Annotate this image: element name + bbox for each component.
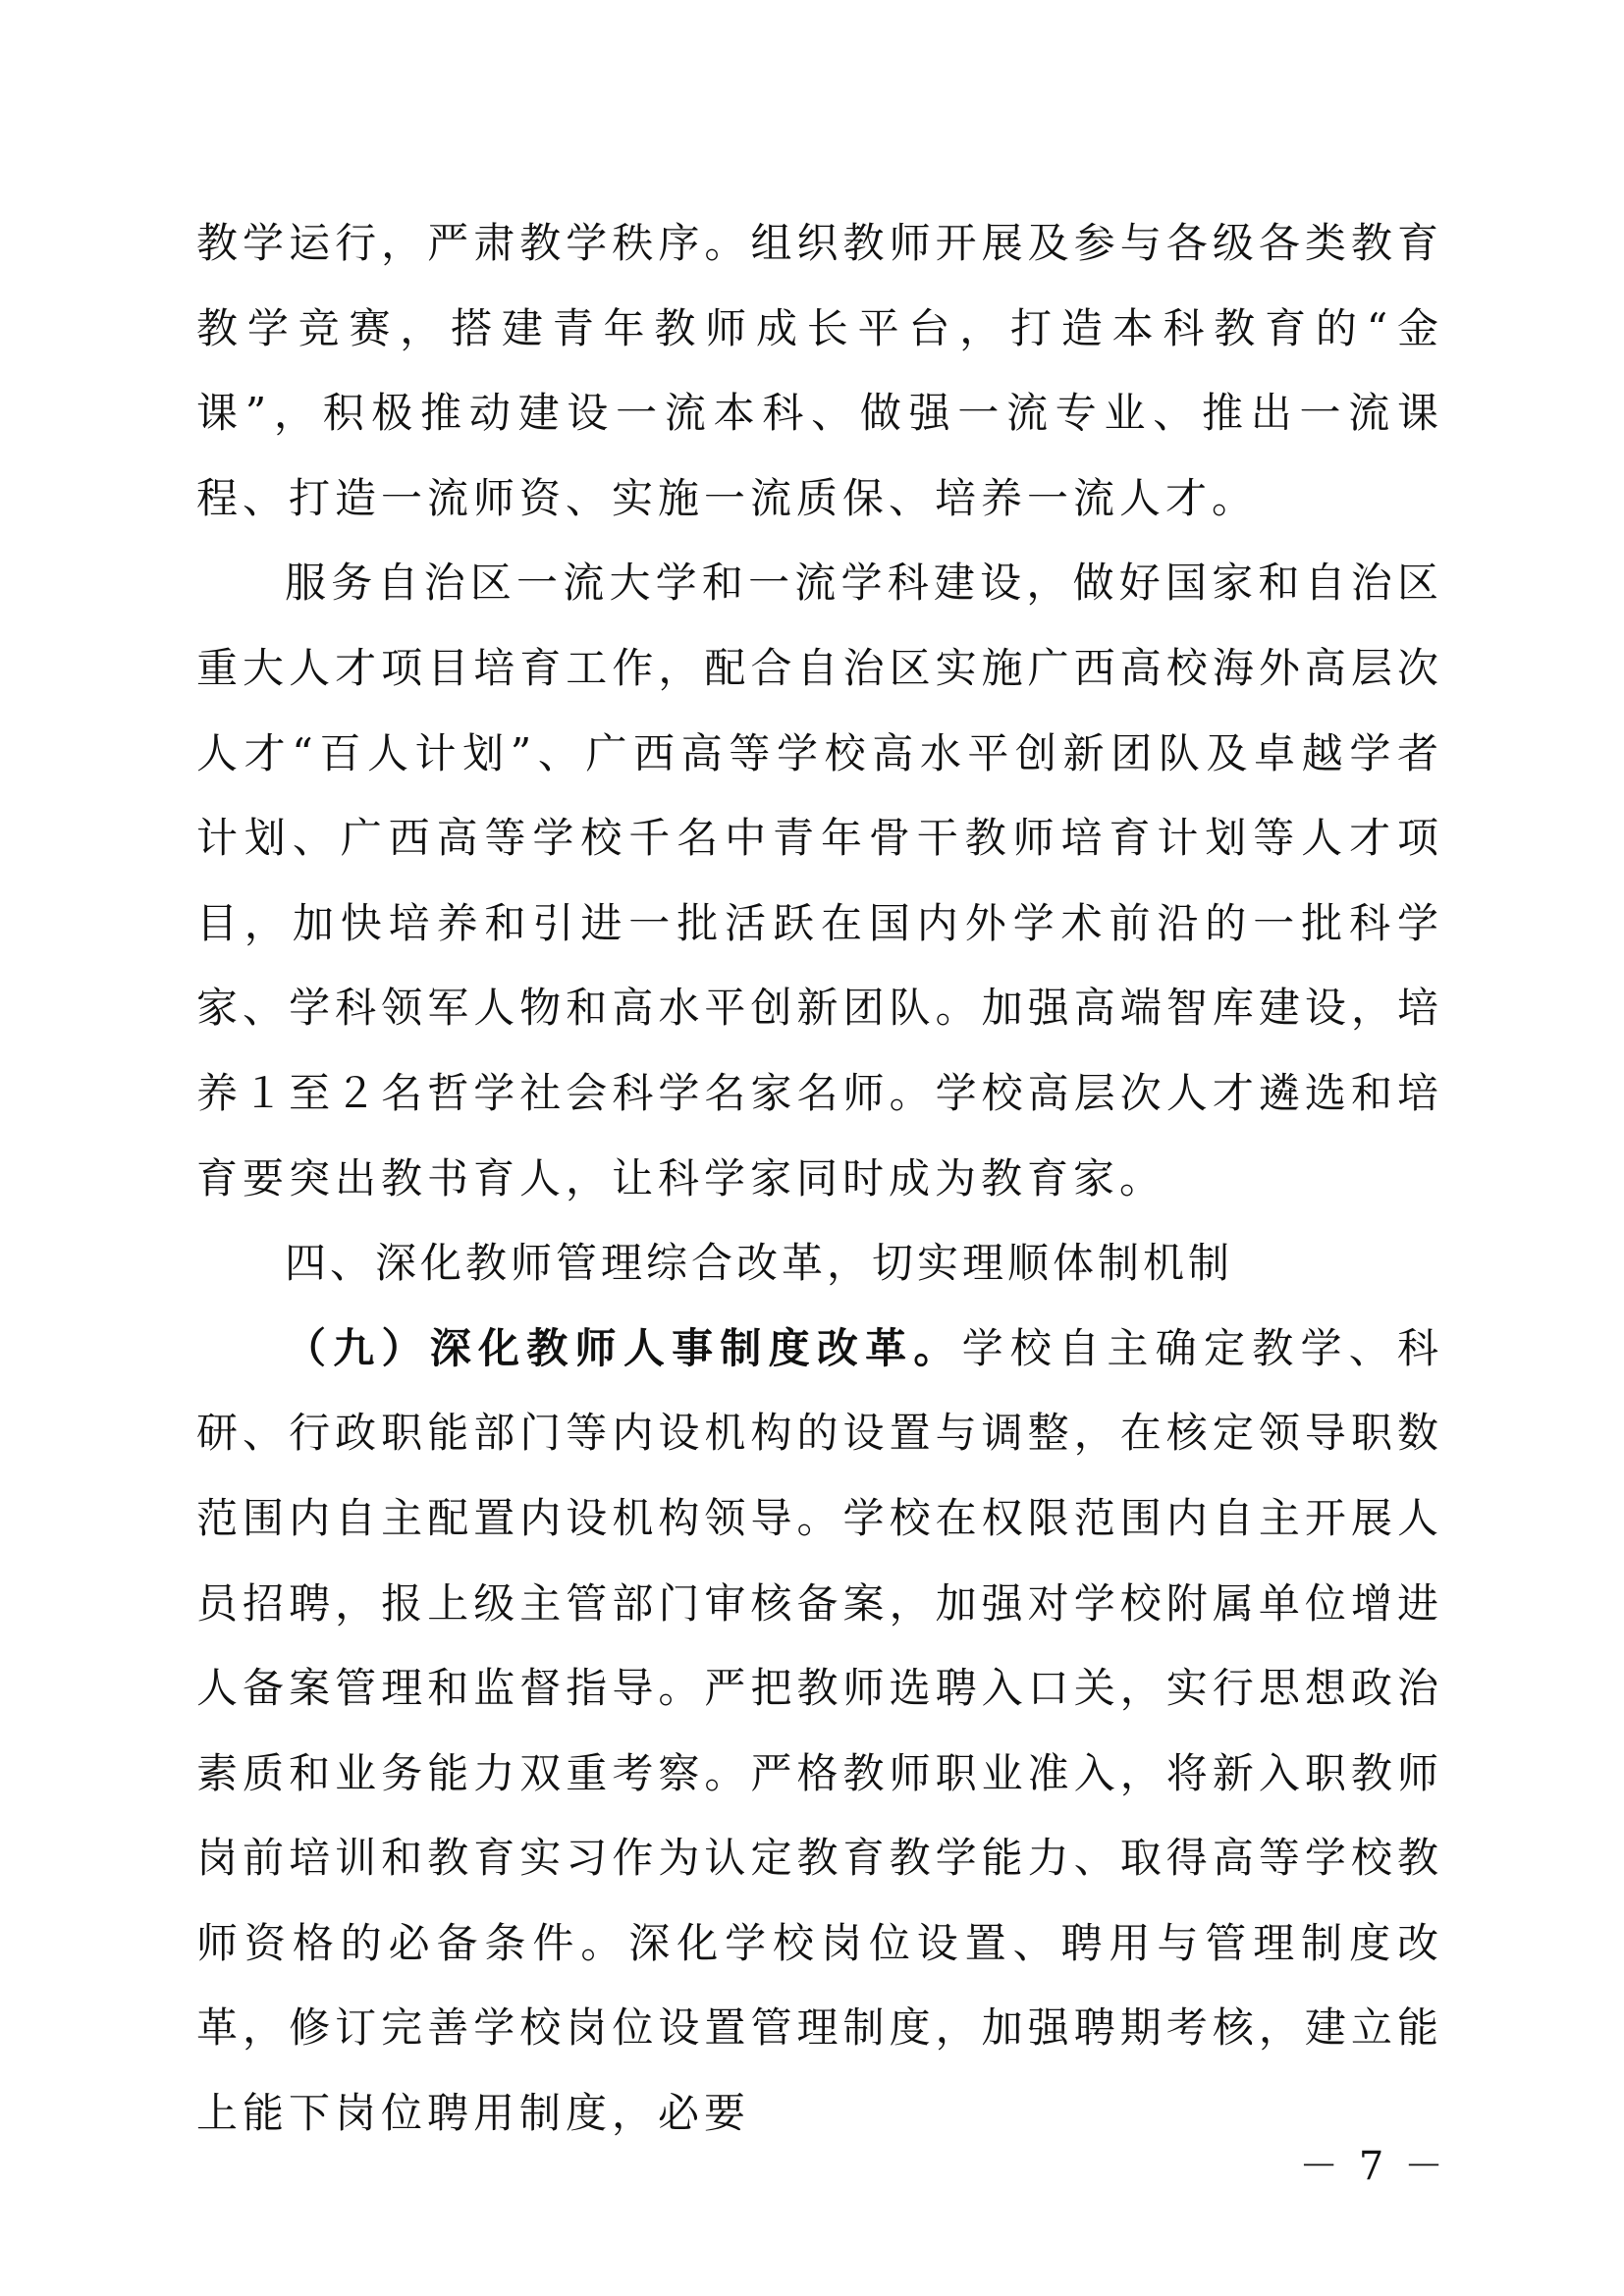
paragraph-continued: 教学运行，严肃教学秩序。组织教师开展及参与各级各类教育教学竞赛，搭建青年教师成长平台，打造本科教育的“金课”，积极推动建设一流本科、做强一流专业、推出一流课程、打造一流师资、实施一流质保、培养一流人才。 xyxy=(196,219,1443,522)
document-body xyxy=(196,201,1443,2157)
section-heading: 四、深化教师管理综合改革，切实理顺体制机制 xyxy=(285,1239,1234,1288)
subsection-lead: （九）深化教师人事制度改革。 xyxy=(285,1323,962,1372)
page-number: － 7 － xyxy=(1299,2144,1447,2189)
subsection-text: 学校自主确定教学、科研、行政职能部门等内设机构的设置与调整，在核定领导职数范围内自主配置内设机构领导。学校在权限范围内自主开展人员招聘，报上级主管部门审核备案，加强对学校附属单位增进人备案管理和监督指导。严把教师选聘入口关，实行思想政治素质和业务能力双重考察。严格教师职业准入，将新入职教师岗前培训和教育实习作为认定教育教学能力、取得高等学校教师资格的必备条件。深化学校岗位设置、聘用与管理制度改革，修订完善学校岗位设置管理制度，加强聘期考核，建立能上能下岗位聘用制度，必要 xyxy=(196,1323,1443,2138)
paragraph-personnel-reform xyxy=(196,1307,1443,2157)
paragraph-talent-projects: 服务自治区一流大学和一流学科建设，做好国家和自治区重大人才项目培育工作，配合自治区实施广西高校海外高层次人才“百人计划”、广西高等学校高水平创新团队及卓越学者计划、广西高等学校千名中青年骨干教师培育计划等人才项目，加快培养和引进一批活跃在国内外学术前沿的一批科学家、学科领军人物和高水平创新团队。加强高端智库建设，培养１至２名哲学社会科学名家名师。学校高层次人才遴选和培育要突出教书育人，让科学家同时成为教育家。 xyxy=(196,559,1443,1202)
